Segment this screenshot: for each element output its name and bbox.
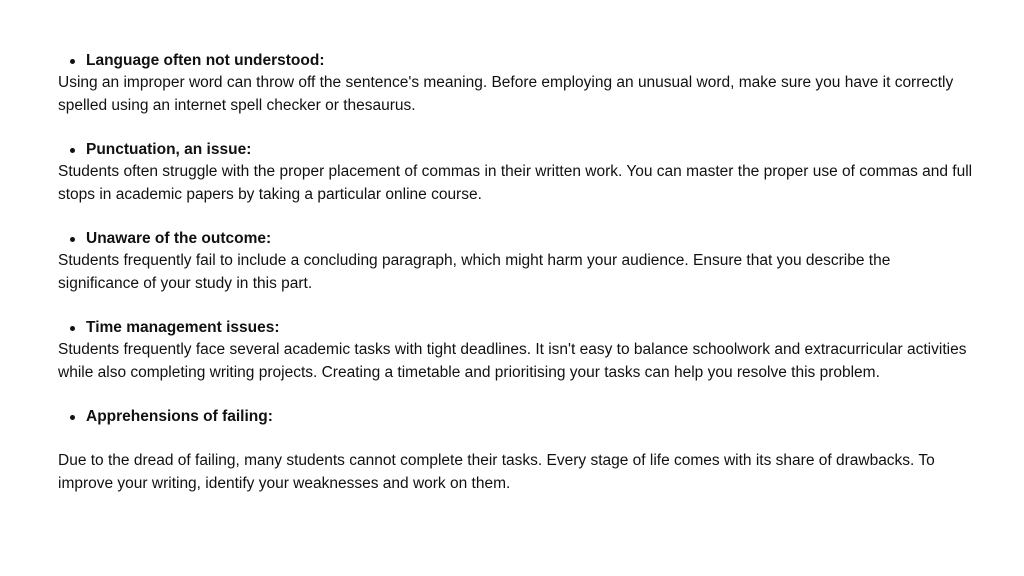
document-page bbox=[58, 50, 973, 517]
bullet-row bbox=[58, 50, 973, 72]
section-time-management bbox=[58, 317, 973, 384]
section-body: Using an improper word can throw off the sentence's meaning. Before employing an unusual word, make sure you have it correctly spelled using an internet spell checker or thesaurus. bbox=[58, 74, 954, 114]
section-heading: Unaware of the outcome: bbox=[86, 230, 272, 247]
section-body: Students frequently face several academic tasks with tight deadlines. It isn't easy to balance schoolwork and extracurricular activities while also completing writing projects. Creating a timetable and prioritising your tasks can help you resolve this problem. bbox=[58, 341, 967, 381]
bullet-dot-icon bbox=[70, 148, 75, 153]
section-body: Students often struggle with the proper placement of commas in their written work. You can master the proper use of commas and full stops in academic papers by taking a particular online course. bbox=[58, 163, 973, 203]
bullet-row bbox=[58, 228, 973, 250]
section-outcome bbox=[58, 228, 973, 295]
section-punctuation bbox=[58, 139, 973, 206]
section-heading: Punctuation, an issue: bbox=[86, 141, 252, 158]
bullet-row bbox=[58, 406, 973, 428]
section-heading: Time management issues: bbox=[86, 319, 280, 336]
section-heading: Apprehensions of failing: bbox=[86, 408, 273, 425]
bullet-row bbox=[58, 139, 973, 161]
bullet-dot-icon bbox=[70, 326, 75, 331]
section-failing bbox=[58, 406, 973, 495]
section-body: Due to the dread of failing, many students cannot complete their tasks. Every stage of life comes with its share of drawbacks. To improve your writing, identify your weaknesses and work on them. bbox=[58, 452, 935, 492]
section-body: Students frequently fail to include a concluding paragraph, which might harm your audience. Ensure that you describe the significance of your study in this part. bbox=[58, 252, 891, 292]
bullet-row bbox=[58, 317, 973, 339]
bullet-dot-icon bbox=[70, 415, 75, 420]
bullet-dot-icon bbox=[70, 59, 75, 64]
bullet-dot-icon bbox=[70, 237, 75, 242]
section-heading: Language often not understood: bbox=[86, 52, 325, 69]
section-language bbox=[58, 50, 973, 117]
